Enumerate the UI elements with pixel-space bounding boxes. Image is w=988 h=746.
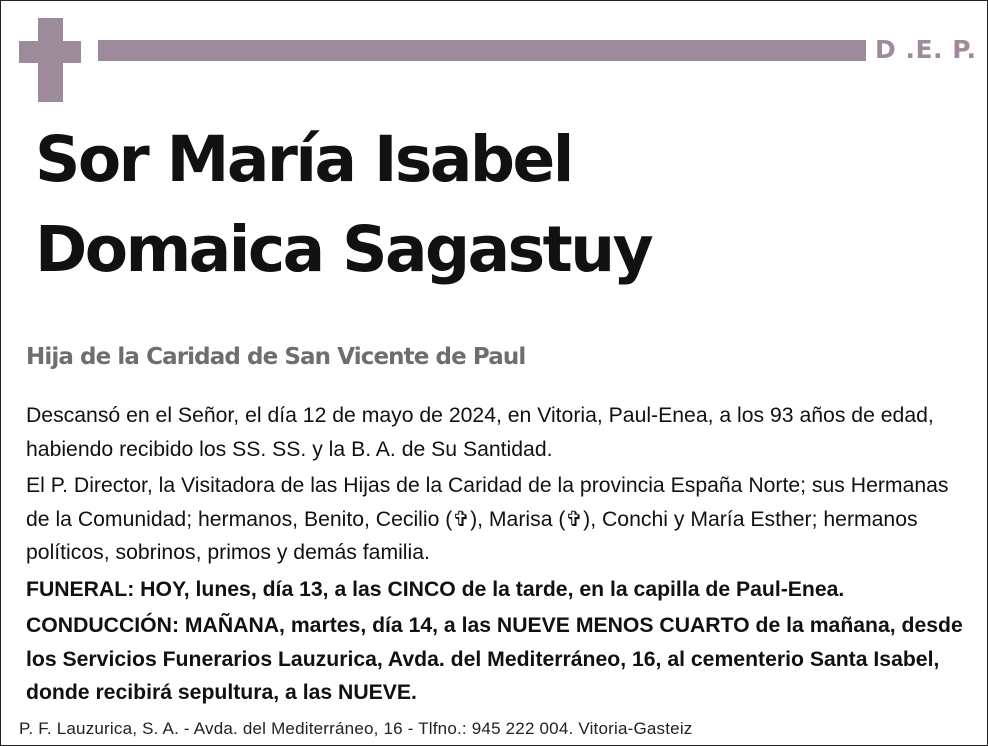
name-line-1: Sor María Isabel — [35, 123, 572, 196]
paragraph-family: El P. Director, la Visitadora de las Hijas de la Caridad de la provincia España Norte; sus Hermanas de la Comunidad; hermanos, Benito, Cecilio (✞), Marisa (✞), Conchi y María Esther; hermanos políticos, sobrinos, primos y demás familia. — [26, 474, 949, 564]
subtitle: Hija de la Caridad de San Vicente de Paul — [26, 344, 526, 370]
footer-funeral-home: P. F. Lauzurica, S. A. - Avda. del Mediterráneo, 16 - Tlfno.: 945 222 004. Vitoria-Gasteiz — [19, 719, 693, 738]
deceased-name — [35, 115, 955, 295]
cross-icon-horizontal — [19, 41, 81, 63]
header-bar — [98, 40, 866, 61]
obituary-body — [26, 399, 971, 713]
paragraph-conduccion: CONDUCCIÓN: MAÑANA, martes, día 14, a las NUEVE MENOS CUARTO de la mañana, desde los Servicios Funerarios Lauzurica, Avda. del Mediterráneo, 16, al cementerio Santa Isabel, donde recibirá sepultura, a las NUEVE. — [26, 614, 963, 704]
paragraph-funeral: FUNERAL: HOY, lunes, día 13, a las CINCO de la tarde, en la capilla de Paul-Enea. — [26, 577, 845, 601]
dep-label: D .E. P. — [875, 35, 977, 64]
name-line-2: Domaica Sagastuy — [35, 213, 652, 286]
paragraph-death: Descansó en el Señor, el día 12 de mayo de 2024, en Vitoria, Paul-Enea, a los 93 años de edad, habiendo recibido los SS. SS. y la B. A. de Su Santidad. — [26, 404, 934, 461]
